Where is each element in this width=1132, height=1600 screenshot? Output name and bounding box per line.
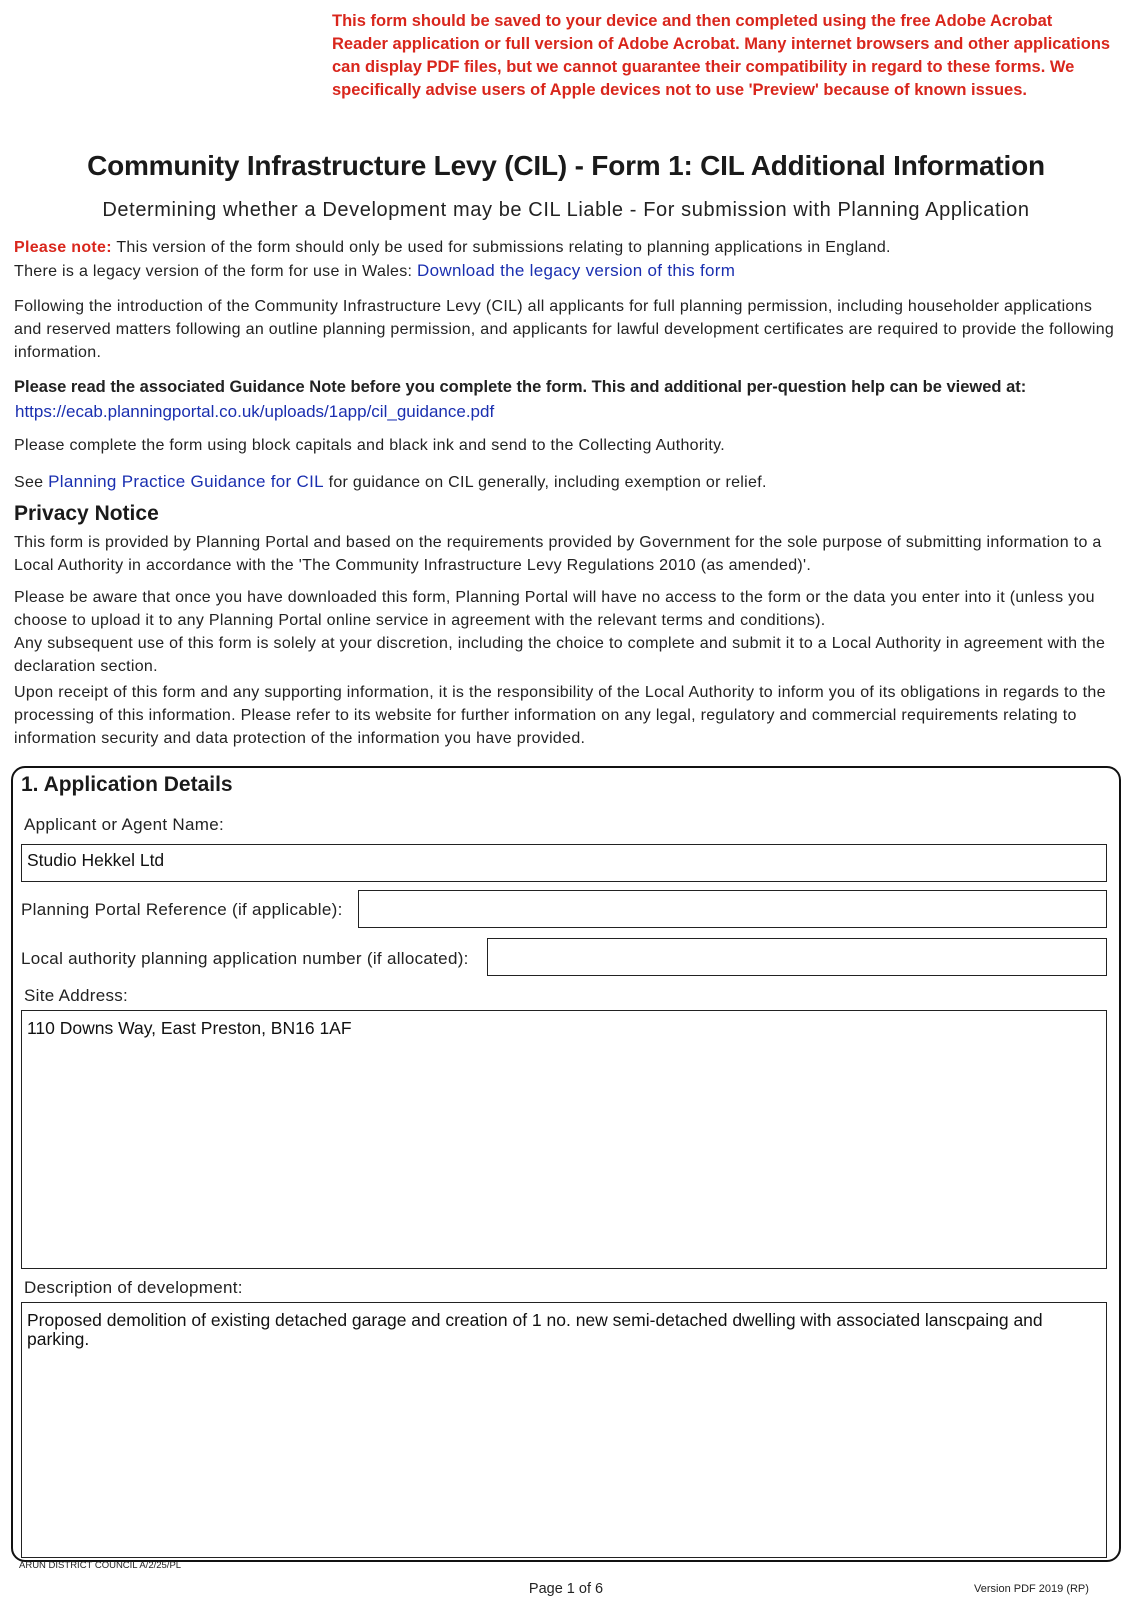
page-number: Page 1 of 6	[528, 1581, 604, 1597]
applicant-name-label: Applicant or Agent Name:	[24, 815, 224, 834]
application-number-field[interactable]	[487, 938, 1107, 976]
wales-note	[14, 259, 735, 283]
application-number-label: Local authority planning application number (if allocated):	[21, 949, 469, 968]
page-title: Community Infrastructure Levy (CIL) - Form 1: CIL Additional Information	[87, 150, 1045, 181]
top-warning: This form should be saved to your device and then completed using the free Adobe Acrobat Reader application or full version of Adobe Acrobat. Many internet browsers and other applications can display PDF files, but we cannot guarantee their compatibility in regard to these forms. We specifically advise users of Apple devices not to use 'Preview' because of known issues.	[332, 12, 1111, 99]
planning-portal-reference-label: Planning Portal Reference (if applicable):	[21, 900, 343, 919]
privacy-heading: Privacy Notice	[14, 502, 159, 525]
page-subtitle: Determining whether a Development may be CIL Liable - For submission with Planning Application	[102, 199, 1030, 221]
privacy-paragraph-2	[14, 586, 1118, 678]
description-field[interactable]: Proposed demolition of existing detached garage and creation of 1 no. new semi-detached dwelling with associated lanscpaing and parking.	[21, 1302, 1107, 1558]
guidance-link[interactable]: https://ecab.planningportal.co.uk/uploads/1app/cil_guidance.pdf	[15, 402, 495, 421]
note-label: Please note:	[14, 239, 112, 256]
block-capitals-text: Please complete the form using block capitals and black ink and send to the Collecting Authority.	[14, 437, 725, 454]
read-guidance-text: Please read the associated Guidance Note before you complete the form. This and additional per-question help can be viewed at:	[14, 378, 1027, 396]
see-prefix: See	[14, 474, 49, 491]
site-address-field[interactable]: 110 Downs Way, East Preston, BN16 1AF	[21, 1010, 1107, 1269]
england-note	[14, 236, 891, 259]
legacy-form-link[interactable]: Download the legacy version of this form	[417, 261, 736, 280]
version-label: Version PDF 2019 (RP)	[974, 1583, 1089, 1595]
privacy-paragraph-3: Upon receipt of this form and any supporting information, it is the responsibility of the Local Authority to inform you of its obligations in regards to the processing of this information. Please refer to its website for further information on any legal, regulatory and commercial requirements relating to information security and data protection of the information you have provided.	[14, 684, 1106, 747]
wales-note-text: There is a legacy version of the form for use in Wales:	[14, 263, 418, 280]
council-reference-stamp: ARUN DISTRICT COUNCIL A/2/25/PL	[19, 1560, 182, 1571]
privacy-paragraph-1: This form is provided by Planning Portal and based on the requirements provided by Government for the sole purpose of submitting information to a Local Authority in accordance with the 'The Community Infrastructure Levy Regulations 2010 (as amended)'.	[14, 534, 1102, 574]
see-suffix: for guidance on CIL generally, including exemption or relief.	[323, 474, 767, 491]
planning-portal-reference-field[interactable]	[358, 890, 1107, 928]
planning-practice-guidance-link[interactable]: Planning Practice Guidance for CIL	[48, 472, 324, 491]
site-address-label: Site Address:	[24, 986, 129, 1005]
applicant-name-field[interactable]: Studio Hekkel Ltd	[21, 844, 1107, 882]
section-heading: 1. Application Details	[21, 773, 233, 796]
description-label: Description of development:	[24, 1278, 243, 1297]
see-guidance-line	[14, 470, 767, 494]
intro-paragraph: Following the introduction of the Community Infrastructure Levy (CIL) all applicants for full planning permission, including householder applications and reserved matters following an outline planning permission, and applicants for lawful development certificates are required to provide the following information.	[14, 298, 1115, 361]
privacy-paragraph-2a: Please be aware that once you have downloaded this form, Planning Portal will have no access to the form or the data you enter into it (unless you choose to upload it to any Planning Portal online service in agreement with the relevant terms and conditions).	[14, 589, 1095, 629]
note-text: This version of the form should only be used for submissions relating to planning applications in England.	[111, 239, 891, 256]
privacy-paragraph-2b: Any subsequent use of this form is solely at your discretion, including the choice to complete and submit it to a Local Authority in agreement with the declaration section.	[14, 635, 1106, 675]
